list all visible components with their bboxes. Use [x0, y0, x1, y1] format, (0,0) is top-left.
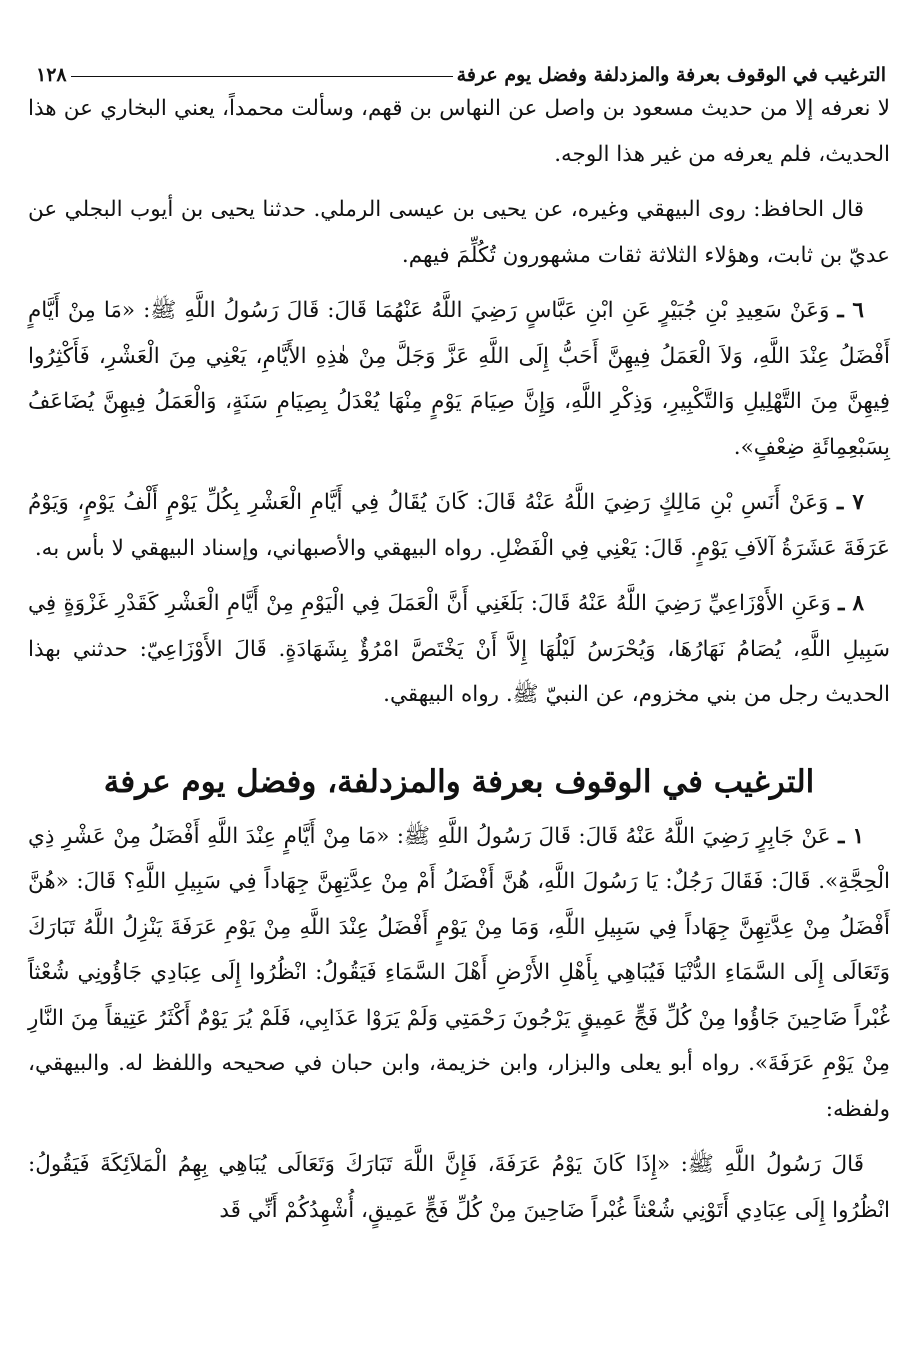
book-page	[28, 52, 890, 1243]
hadith-6	[28, 288, 890, 470]
hadith-number: ٨ ـ	[838, 591, 864, 616]
section-hadith-1	[28, 814, 890, 1133]
hadith-text: وَعَنْ أَنَسِ بْنِ مَالِكٍ رَضِيَ اللَّهُ عَنْهُ قَالَ: كَانَ يُقَالُ فِي أَيَّامِ الْعَشْرِ بِكُلِّ يَوْمٍ أَلْفُ يَوْمٍ، وَيَوْمُ عَرَفَةَ عَشَرَةُ آلاَفِ يَوْمٍ. قَالَ: يَعْنِي فِي الْفَضْلِ. رواه البيهقي والأصبهاني، وإسناد البيهقي لا بأس به.	[28, 490, 890, 561]
paragraph-hafiz-note	[28, 187, 890, 278]
hadith-8	[28, 581, 890, 718]
paragraph-text: لا نعرفه إلا من حديث مسعود بن واصل عن النهاس بن قهم، وسألت محمداً، يعني البخاري عن هذا الحديث، فلم يعرفه من غير هذا الوجه.	[28, 96, 890, 167]
hadith-text: وَعَنْ سَعِيدِ بْنِ جُبَيْرٍ عَنِ ابْنِ عَبَّاسٍ رَضِيَ اللَّهُ عَنْهُمَا قَالَ: قَالَ رَسُولُ اللَّهِ ﷺ: «مَا مِنْ أَيَّامٍ أَفْضَلُ عِنْدَ اللَّهِ، وَلاَ الْعَمَلُ فِيهِنَّ أَحَبُّ إِلَى اللَّهِ عَزَّ وَجَلَّ مِنْ هٰذِهِ الأَيَّامِ، يَعْنِي مِنَ الْعَشْرِ، فَأَكْثِرُوا فِيهِنَّ مِنَ التَّهْلِيلِ وَالتَّكْبِيرِ، وَذِكْرِ اللَّهِ، وَإِنَّ صِيَامَ يَوْمٍ مِنْهَا يُعْدَلُ بِصِيَامِ سَنَةٍ، وَالْعَمَلُ فِيهِنَّ يُضَاعَفُ بِسَبْعِمِائَةِ ضِعْفٍ».	[28, 298, 890, 460]
header-rule	[71, 76, 453, 77]
page-number: ١٢٨	[36, 64, 67, 86]
paragraph-tirmidhi-note	[28, 86, 890, 177]
hadith-7	[28, 480, 890, 571]
hadith-text: وَعَنِ الأَوْزَاعِيِّ رَضِيَ اللَّهُ عَنْهُ قَالَ: بَلَغَنِي أَنَّ الْعَمَلَ فِي الْيَوْمِ مِنْ أَيَّامِ الْعَشْرِ كَقَدْرِ غَزْوَةٍ فِي سَبِيلِ اللَّهِ، يُصَامُ نَهَارُهَا، وَيُحْرَسُ لَيْلُهَا إِلاَّ أَنْ يَخْتَصَّ امْرُؤٌ بِشَهَادَةٍ. قَالَ الأَوْزَاعِيّ: حدثني بهذا الحديث رجل من بني مخزوم، عن النبيّ ﷺ. رواه البيهقي.	[28, 591, 890, 707]
section-paragraph-bayhaqi-wording	[28, 1142, 890, 1233]
hadith-number: ١ ـ	[838, 823, 864, 849]
hadith-text: عَنْ جَابِرٍ رَضِيَ اللَّهُ عَنْهُ قَالَ: قَالَ رَسُولُ اللَّهِ ﷺ: «مَا مِنْ أَيَّامٍ عِنْدَ اللَّهِ أَفْضَلُ مِنْ عَشْرِ ذِي الْحِجَّةِ». قَالَ: فَقَالَ رَجُلٌ: يَا رَسُولَ اللَّهِ، هُنَّ أَفْضَلُ أَمْ مِنْ عِدَّتِهِنَّ جِهَاداً فِي سَبِيلِ اللَّهِ؟ قَالَ: «هُنَّ أَفْضَلُ مِنْ عِدَّتِهِنَّ جِهَاداً فِي سَبِيلِ اللَّهِ، وَمَا مِنْ يَوْمٍ أَفْضَلُ عِنْدَ اللَّهِ مِنْ يَوْمِ عَرَفَةَ يَنْزِلُ اللَّهُ تَبَارَكَ وَتَعَالَى إِلَى السَّمَاءِ الدُّنْيَا فَيُبَاهِي بِأَهْلِ الأَرْضِ أَهْلَ السَّمَاءِ فَيَقُولُ: انْظُرُوا إِلَى عِبَادِي جَاؤُونِي شُعْثاً غُبْراً ضَاحِينَ جَاؤُوا مِنْ كُلِّ فَجٍّ عَمِيقٍ يَرْجُونَ رَحْمَتِي وَلَمْ يَرَوْا عَذَابِي، فَلَمْ يُرَ يَوْمٌ أَكْثَرُ عَتِيقاً مِنَ النَّارِ مِنْ يَوْمِ عَرَفَةَ». رواه أبو يعلى والبزار، وابن خزيمة، وابن حبان في صحيحه واللفظ له. والبيهقي، ولفظه:	[28, 823, 890, 1122]
paragraph-text: قَالَ رَسُولُ اللَّهِ ﷺ: «إِذَا كَانَ يَوْمُ عَرَفَةَ، فَإِنَّ اللَّهَ تَبَارَكَ وَتَعَالَى يُبَاهِي بِهِمُ الْمَلاَئِكَةَ فَيَقُولُ: انْظُرُوا إِلَى عِبَادِي أَتَوْنِي شُعْثاً غُبْراً ضَاحِينَ مِنْ كُلِّ فَجٍّ عَمِيقٍ، أُشْهِدُكُمْ أَنِّي قَد	[28, 1152, 890, 1223]
running-header	[28, 52, 890, 86]
hadith-number: ٦ ـ	[837, 298, 864, 323]
section-title: الترغيب في الوقوف بعرفة والمزدلفة، وفضل يوم عرفة	[103, 763, 815, 800]
hadith-number: ٧ ـ	[836, 490, 864, 515]
paragraph-text: قال الحافظ: روى البيهقي وغيره، عن يحيى بن عيسى الرملي. حدثنا يحيى بن أيوب البجلي عن عديّ بن ثابت، وهؤلاء الثلاثة ثقات مشهورون تُكُلِّمَ فيهم.	[28, 197, 890, 268]
running-header-title: الترغيب في الوقوف بعرفة والمزدلفة وفضل يوم عرفة	[456, 64, 886, 86]
